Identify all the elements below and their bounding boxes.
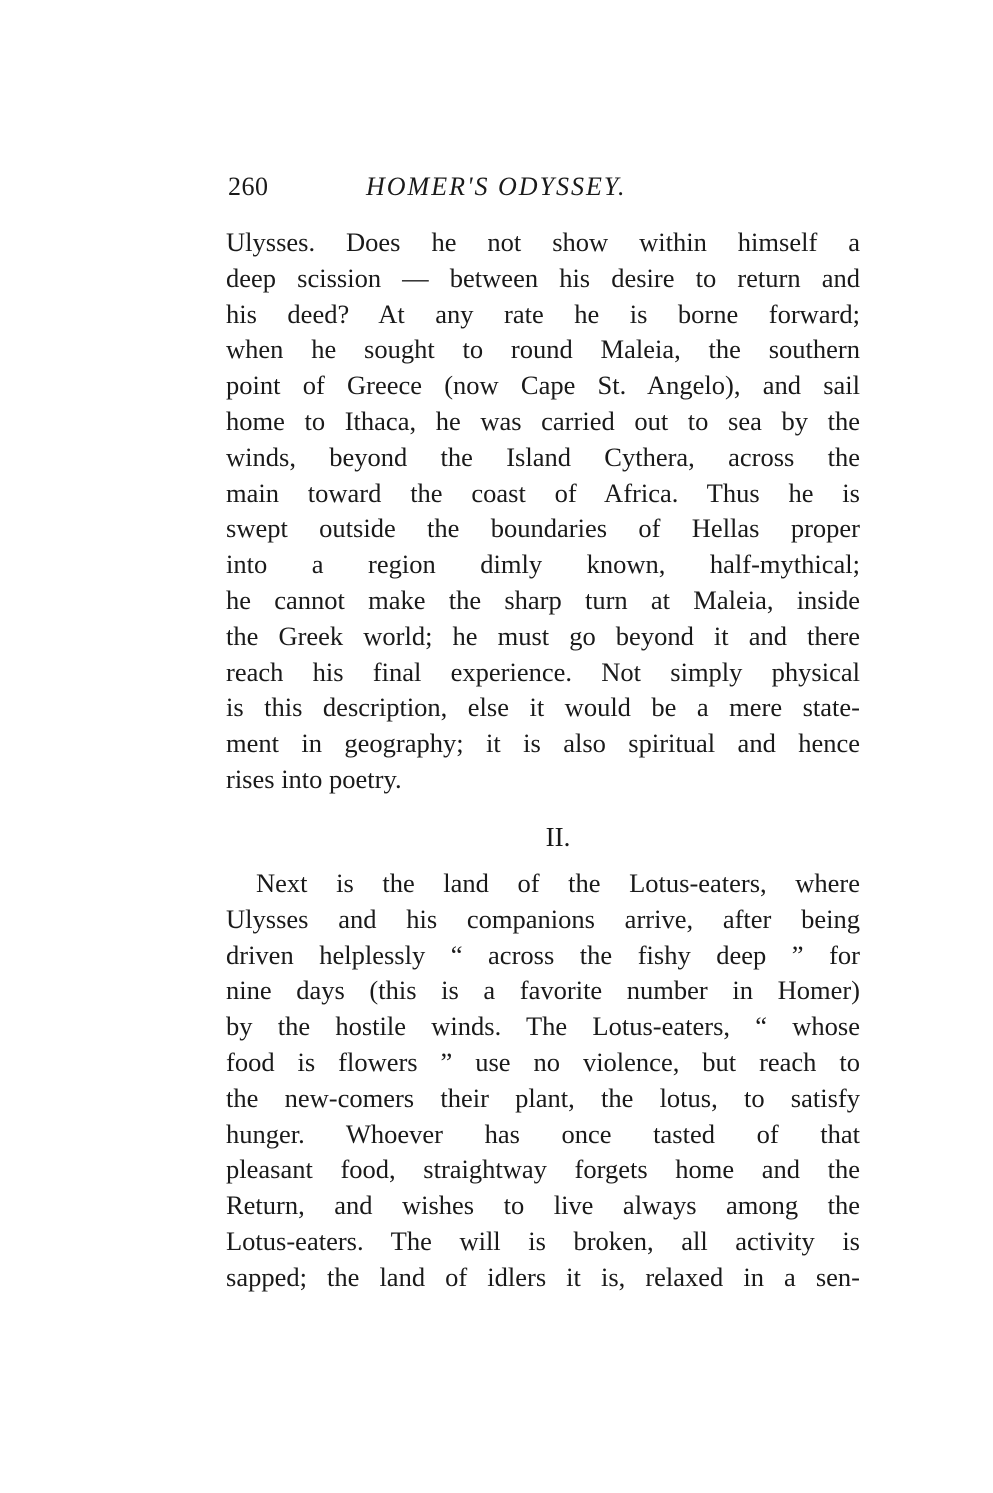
text-line: when he sought to round Maleia, the southern xyxy=(226,334,860,365)
text-line: by the hostile winds. The Lotus-eaters, “ whose xyxy=(226,1011,860,1042)
text-line: Ulysses and his companions arrive, after being xyxy=(226,903,860,934)
text-line: winds, beyond the Island Cythera, across the xyxy=(226,441,860,472)
text-line: the new-comers their plant, the lotus, to satisfy xyxy=(226,1082,860,1113)
running-title: HOMER'S ODYSSEY. xyxy=(366,172,627,201)
paragraph-2 xyxy=(226,866,860,1296)
text-line: reach his final experience. Not simply physical xyxy=(226,656,860,687)
text-line: point of Greece (now Cape St. Angelo), and sail xyxy=(226,370,860,401)
text-line: into a region dimly known, half-mythical; xyxy=(226,549,860,580)
text-line: rises into poetry. xyxy=(226,763,402,794)
text-line: swept outside the boundaries of Hellas proper xyxy=(226,513,860,544)
paragraph-1 xyxy=(226,225,860,798)
text-line: food is flowers ” use no violence, but reach to xyxy=(226,1046,860,1077)
text-line: hunger. Whoever has once tasted of that xyxy=(226,1118,860,1149)
text-line: driven helplessly “ across the fishy deep ” for xyxy=(226,939,860,970)
text-line: Next is the land of the Lotus-eaters, where xyxy=(256,868,860,898)
text-line: he cannot make the sharp turn at Maleia, inside xyxy=(226,584,860,615)
text-line: pleasant food, straightway forgets home and the xyxy=(226,1154,860,1185)
text-line: sapped; the land of idlers it is, relaxed in a sen- xyxy=(226,1261,860,1292)
text-line: nine days (this is a favorite number in Homer) xyxy=(226,975,860,1006)
text-line: deep scission — between his desire to return and xyxy=(226,262,860,293)
text-line: Return, and wishes to live always among the xyxy=(226,1190,860,1221)
text-line: his deed? At any rate he is borne forward; xyxy=(226,298,860,329)
text-line: is this description, else it would be a mere state- xyxy=(226,692,860,723)
text-line: Ulysses. Does he not show within himself a xyxy=(226,227,860,257)
text-line: home to Ithaca, he was carried out to sea by the xyxy=(226,405,860,436)
running-head xyxy=(226,170,860,204)
text-line: the Greek world; he must go beyond it and there xyxy=(226,620,860,651)
text-line: main toward the coast of Africa. Thus he is xyxy=(226,477,860,508)
text-line: ment in geography; it is also spiritual and hence xyxy=(226,728,860,759)
page-number: 260 xyxy=(228,172,269,201)
text-line: Lotus-eaters. The will is broken, all activity is xyxy=(226,1225,860,1256)
section-number: II. xyxy=(545,822,571,852)
